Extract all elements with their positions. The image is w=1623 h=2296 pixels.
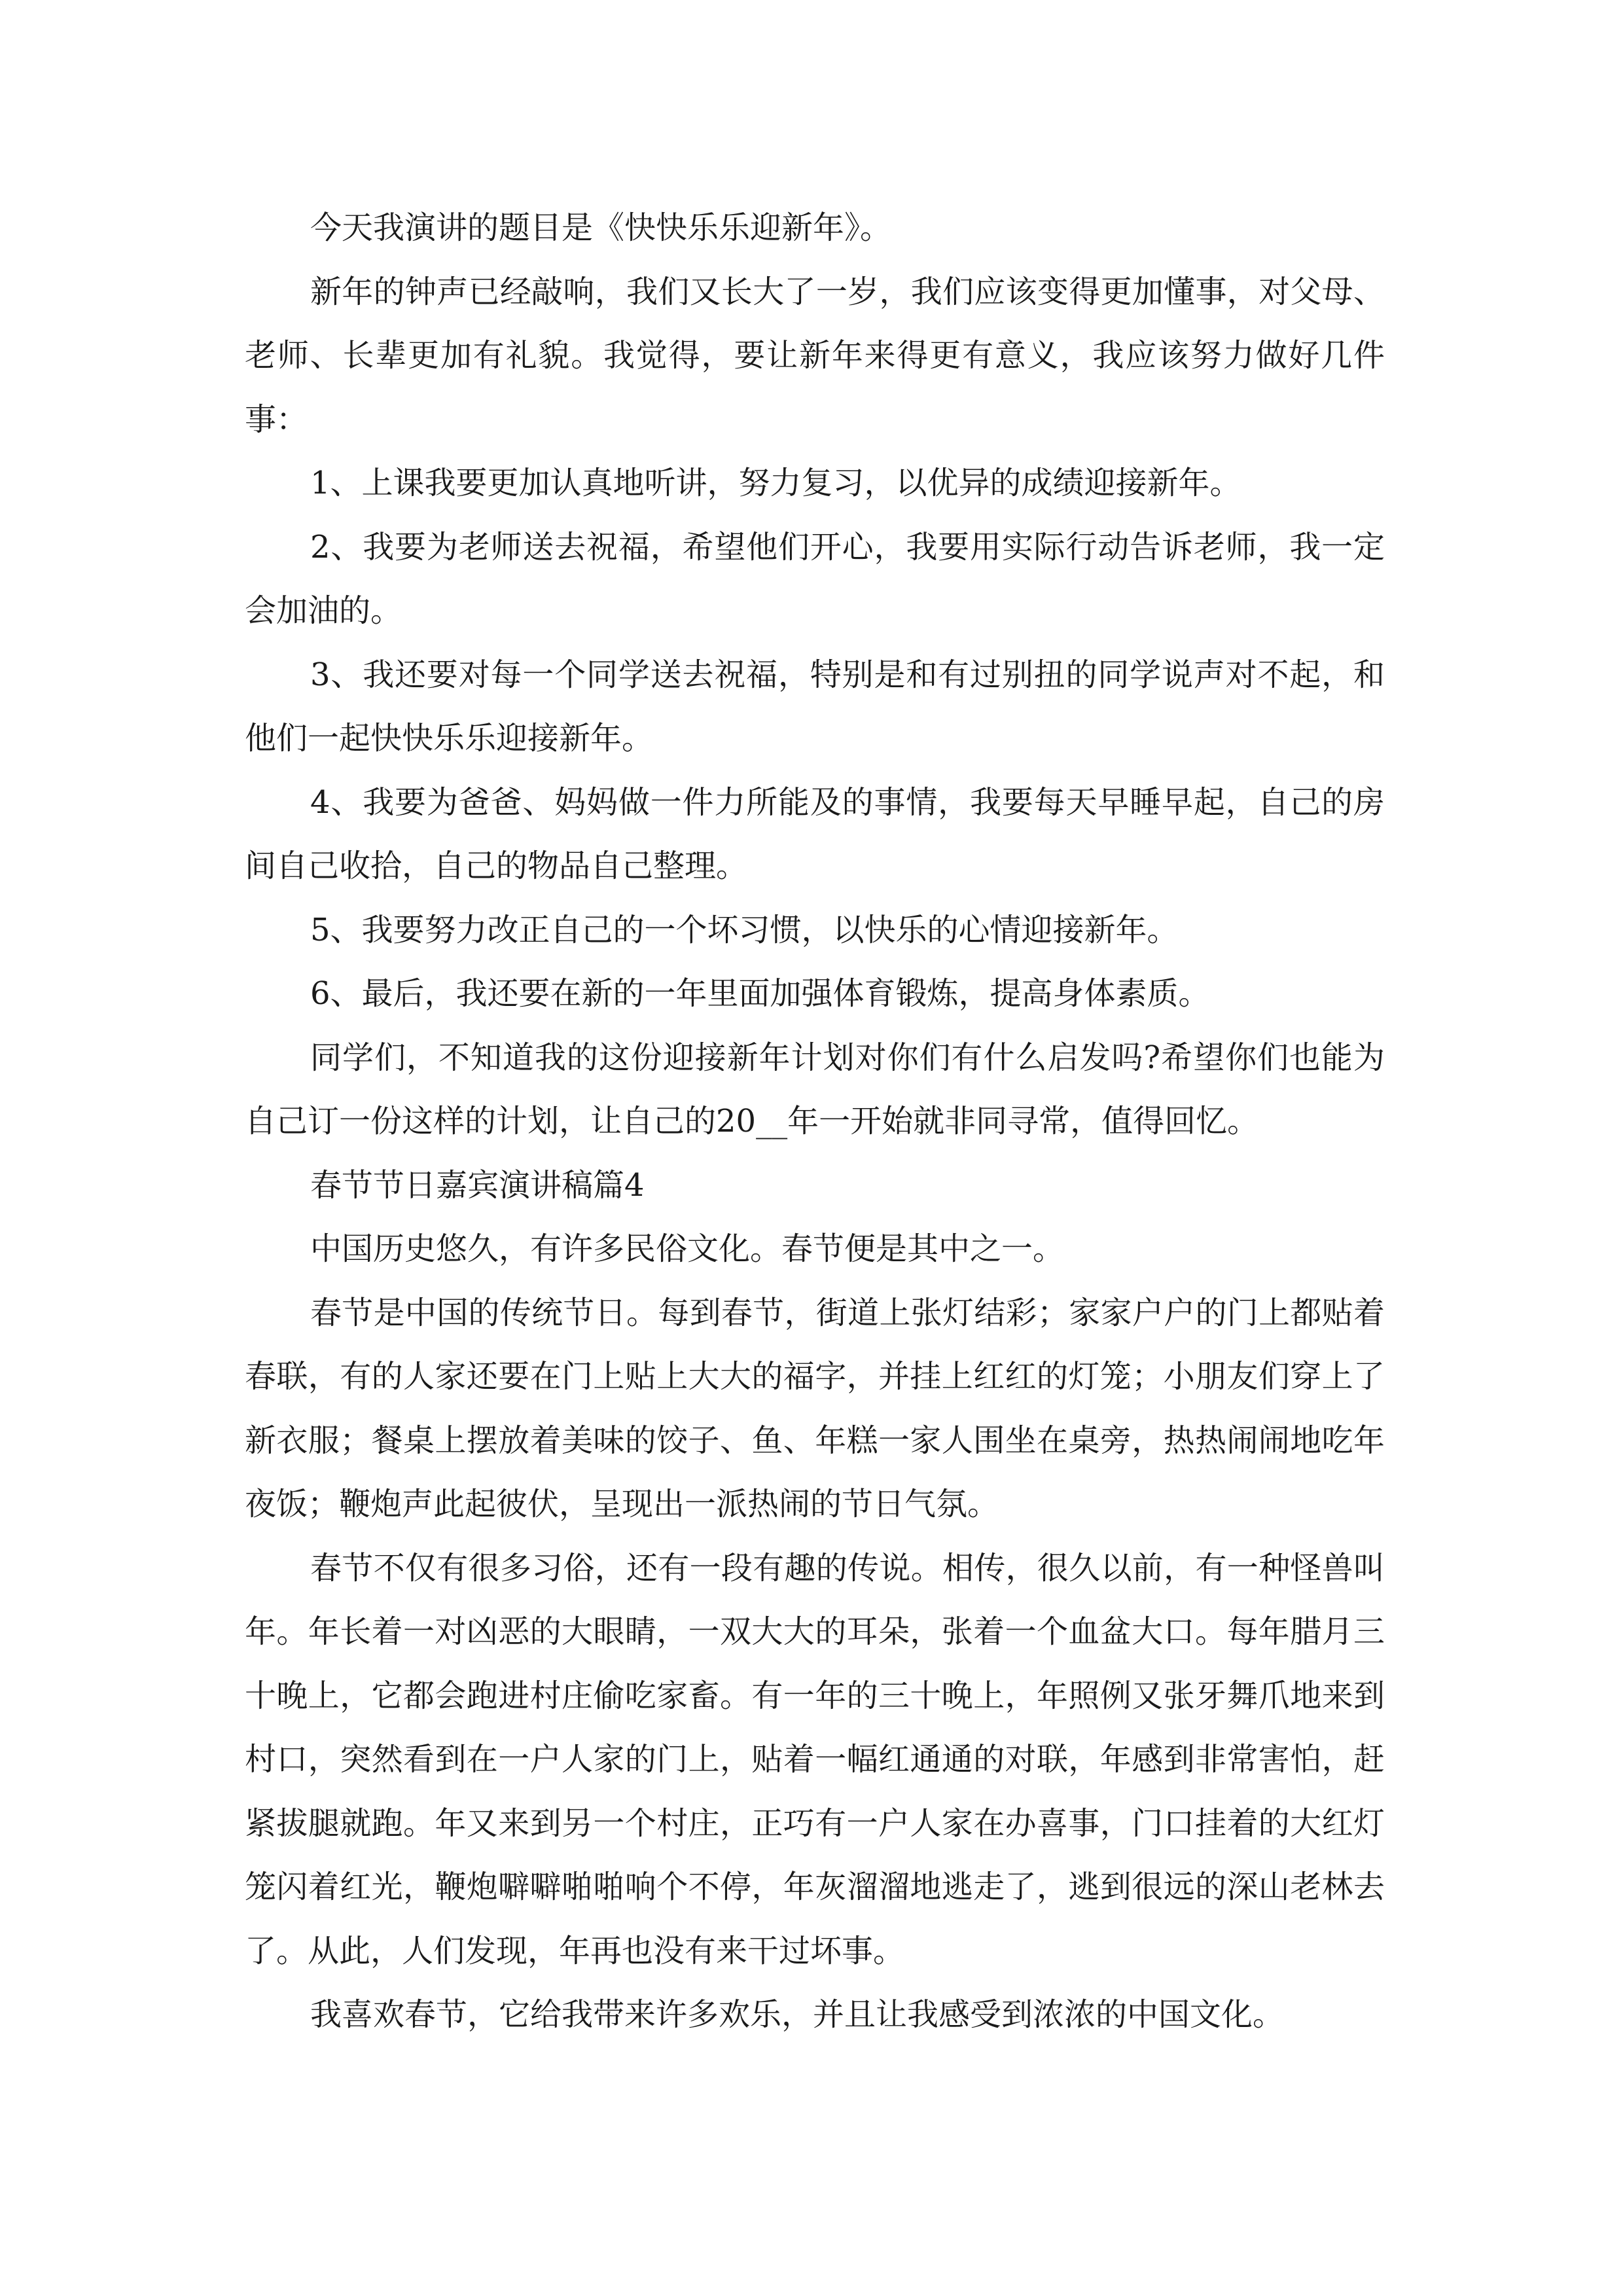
list-item: 4、我要为爸爸、妈妈做一件力所能及的事情，我要每天早睡早起，自己的房间自己收拾，自己的物品自己整理。: [245, 783, 1385, 884]
paragraph: 春节不仅有很多习俗，还有一段有趣的传说。相传，很久以前，有一种怪兽叫年。年长着一对凶恶的大眼睛，一双大大的耳朵，张着一个血盆大口。每年腊月三十晚上，它都会跑进村庄偷吃家畜。有一年的三十晚上，年照例又张牙舞爪地来到村口，突然看到在一户人家的门上，贴着一幅红通通的对联，年感到非常害怕，赶紧拔腿就跑。年又来到另一个村庄，正巧有一户人家在办喜事，门口挂着的大红灯笼闪着红光，鞭炮噼噼啪啪响个不停，年灰溜溜地逃走了，逃到很远的深山老林去了。从此，人们发现，年再也没有来干过坏事。: [245, 1549, 1385, 1969]
section-heading: 春节节日嘉宾演讲稿篇4: [310, 1166, 645, 1204]
list-item: 6、最后，我还要在新的一年里面加强体育锻炼，提高身体素质。: [310, 975, 1210, 1012]
list-item: 5、我要努力改正自己的一个坏习惯，以快乐的心情迎接新年。: [310, 911, 1179, 948]
paragraph: 新年的钟声已经敲响，我们又长大了一岁，我们应该变得更加懂事，对父母、老师、长辈更加有礼貌。我觉得，要让新年来得更有意义，我应该努力做好几件事：: [245, 273, 1385, 438]
document-body: [245, 196, 1385, 2047]
list-item: 3、我还要对每一个同学送去祝福，特别是和有过别扭的同学说声对不起，和他们一起快快乐乐迎接新年。: [245, 656, 1385, 757]
paragraph: 中国历史悠久，有许多民俗文化。春节便是其中之一。: [310, 1230, 1065, 1267]
list-item: 1、上课我要更加认真地听讲，努力复习，以优异的成绩迎接新年。: [310, 465, 1241, 501]
list-item: 2、我要为老师送去祝福，希望他们开心，我要用实际行动告诉老师，我一定会加油的。: [245, 528, 1385, 629]
paragraph: 春节是中国的传统节日。每到春节，街道上张灯结彩；家家户户的门上都贴着春联，有的人家还要在门上贴上大大的福字，并挂上红红的灯笼；小朋友们穿上了新衣服；餐桌上摆放着美味的饺子、鱼、年糕一家人围坐在桌旁，热热闹闹地吃年夜饭；鞭炮声此起彼伏，呈现出一派热闹的节日气氛。: [245, 1294, 1385, 1522]
paragraph: 我喜欢春节，它给我带来许多欢乐，并且让我感受到浓浓的中国文化。: [310, 1996, 1285, 2033]
paragraph: 同学们，不知道我的这份迎接新年计划对你们有什么启发吗?希望你们也能为自己订一份这样的计划，让自己的20__年一开始就非同寻常，值得回忆。: [245, 1039, 1385, 1139]
paragraph: 今天我演讲的题目是《快快乐乐迎新年》。: [310, 209, 892, 246]
